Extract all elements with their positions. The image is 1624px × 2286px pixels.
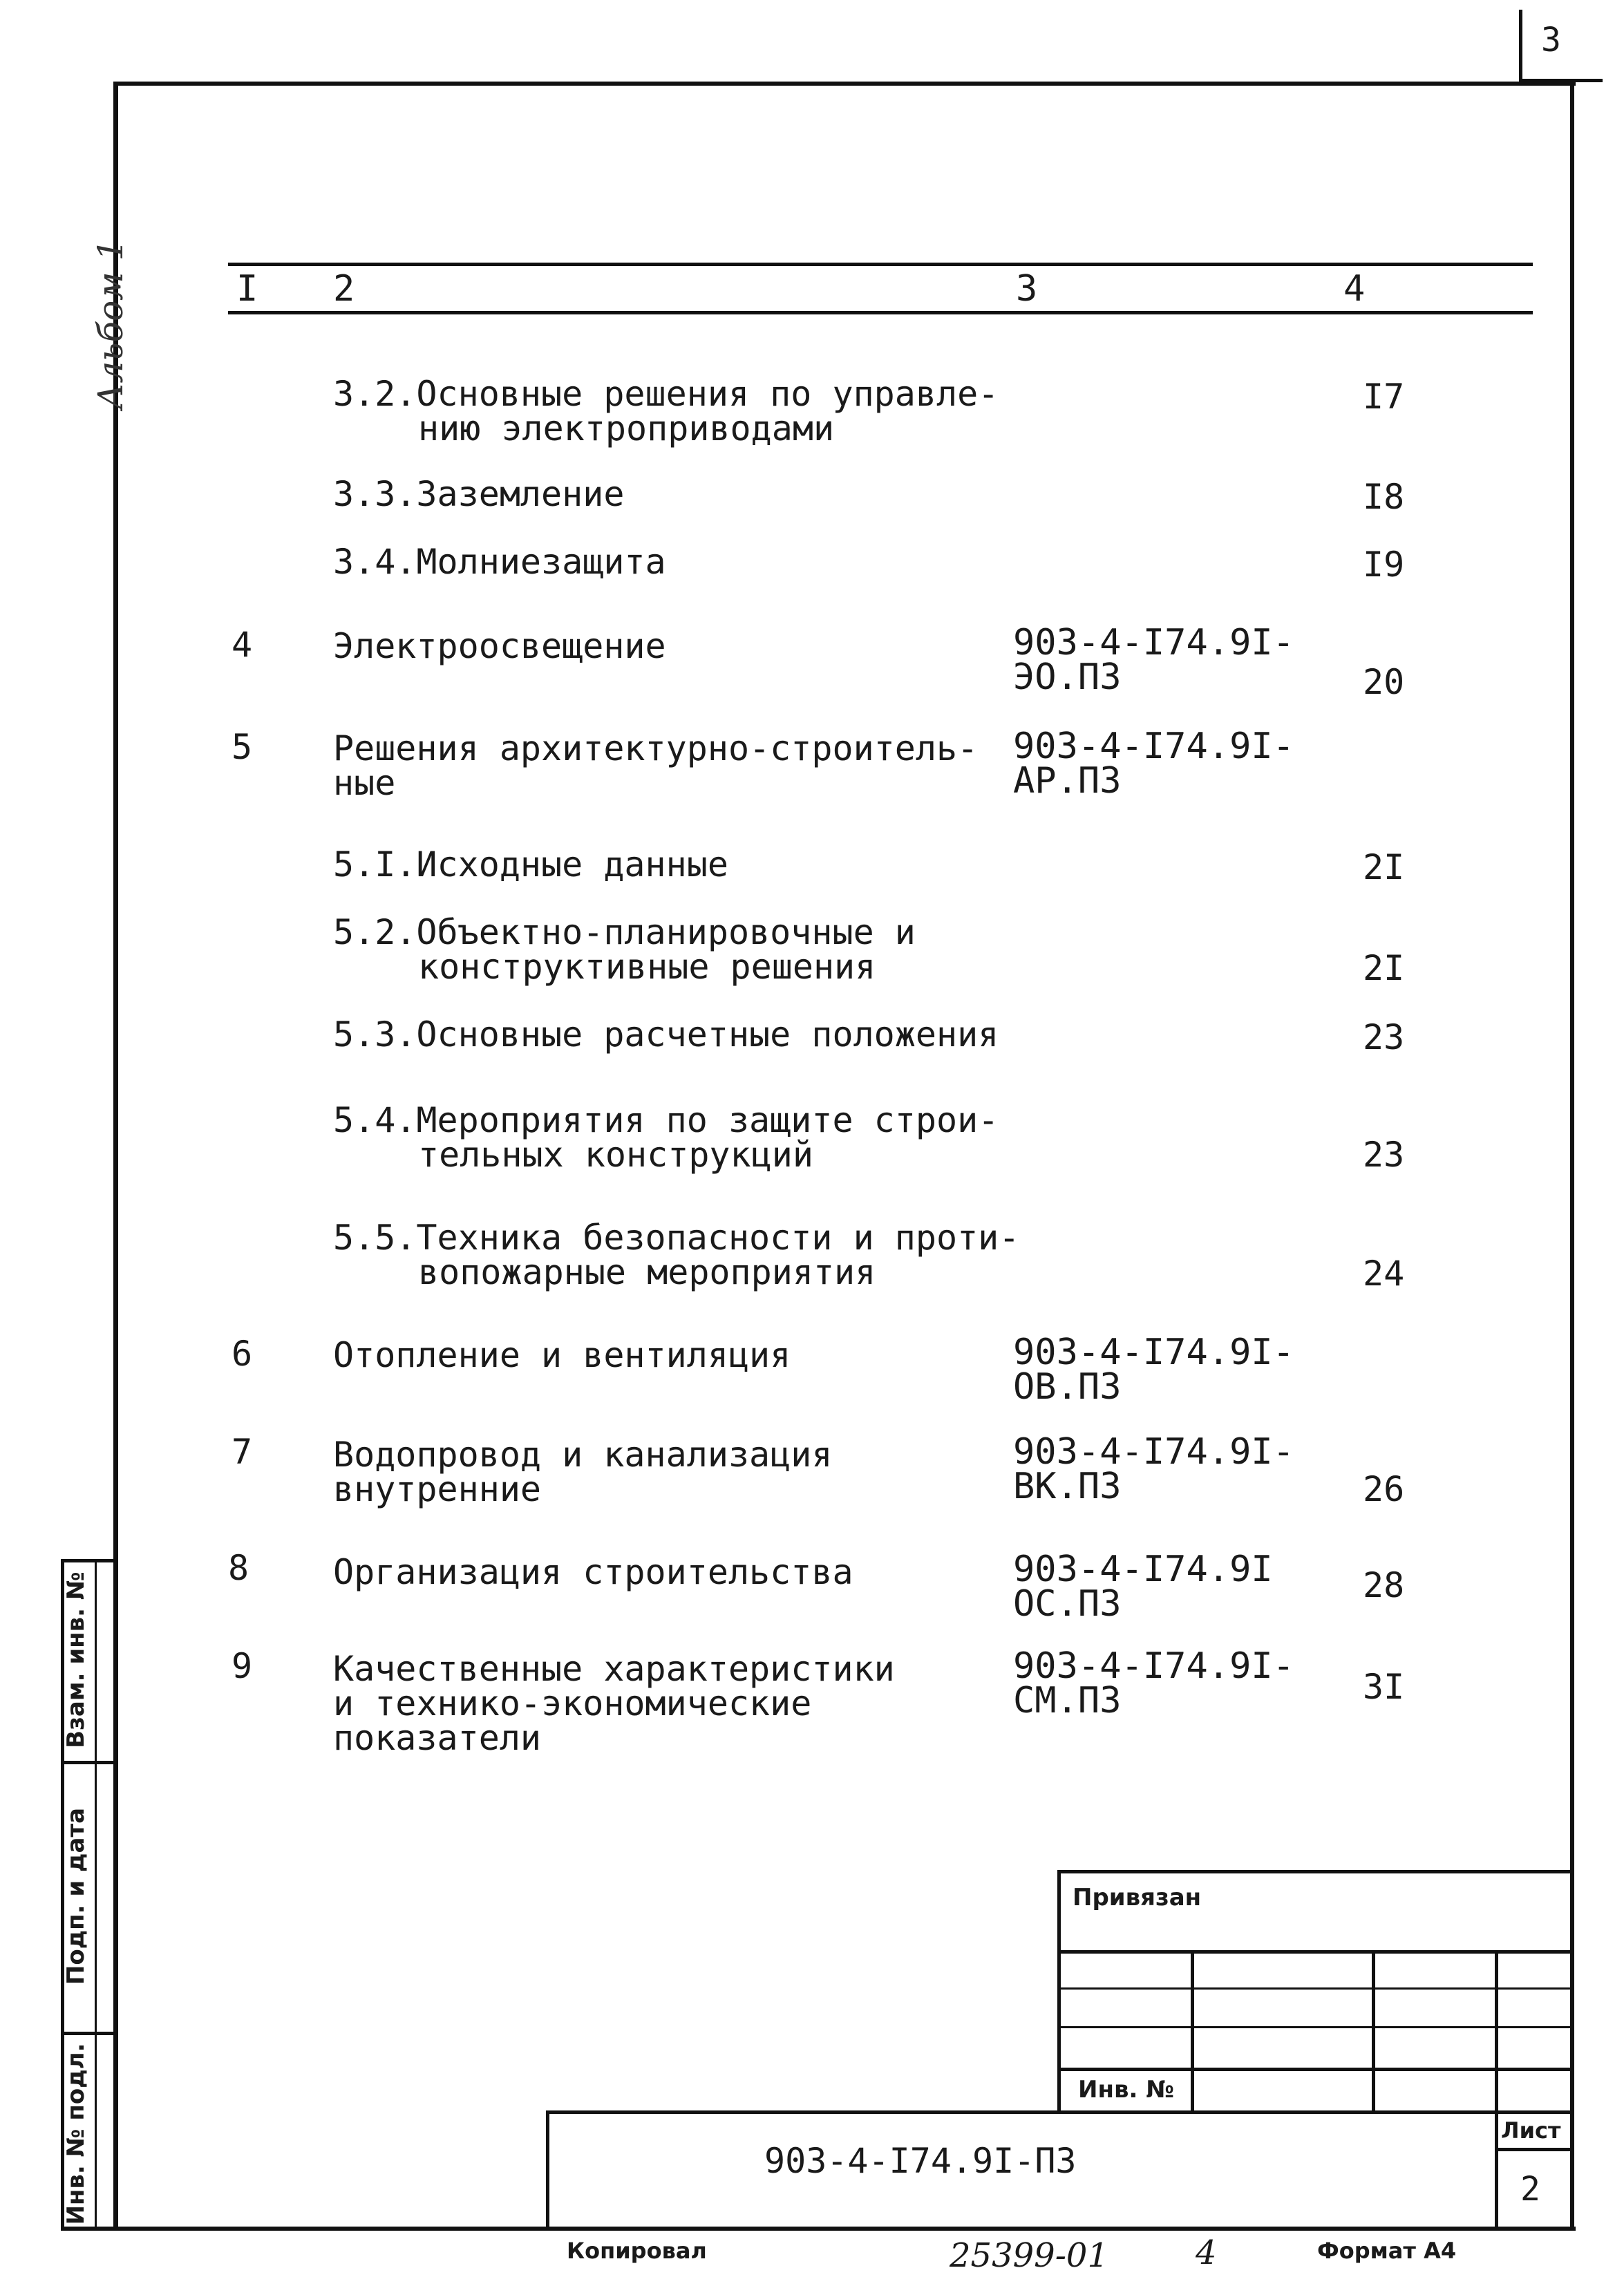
row-page: 23 (1363, 1135, 1405, 1175)
row-page: I7 (1363, 377, 1405, 417)
side-label-inv: Инв. № подл. (62, 2043, 90, 2225)
footer-format: Формат А4 (1317, 2238, 1457, 2264)
stamp-privyazan: Привязан (1073, 1884, 1202, 1911)
row-page: 3I (1363, 1667, 1405, 1707)
row-title-cont: внутренние (333, 1469, 542, 1509)
row-page: 2I (1363, 847, 1405, 887)
side-stamp-inner (95, 1559, 97, 2231)
stamp-list-label: Лист (1501, 2117, 1561, 2144)
stamp-designation: 903-4-I74.9I-ПЗ (764, 2141, 1077, 2181)
row-title: 3.4.Молниезащита (333, 542, 666, 582)
row-code-suffix: ОС.ПЗ (1013, 1583, 1122, 1625)
row-title-cont: конструктивные решения (418, 947, 876, 987)
row-title-cont: тельных конструкций (418, 1135, 813, 1175)
row-number: 7 (232, 1432, 253, 1472)
row-title: 5.4.Мероприятия по защите строи- (333, 1100, 999, 1140)
header-col1: I (236, 268, 258, 310)
row-page: 20 (1363, 662, 1405, 702)
side-label-podp: Подп. и дата (62, 1807, 90, 1985)
frame-bottom (62, 2227, 1576, 2231)
row-page: 24 (1363, 1254, 1405, 1294)
album-note: Альбом 1 (91, 238, 131, 410)
row-number: 9 (232, 1646, 253, 1686)
stamp-grid-v (1495, 1950, 1498, 2113)
header-rule-bottom (228, 311, 1533, 314)
row-title: Организация строительства (333, 1552, 853, 1592)
row-title: 5.3.Основные расчетные положения (333, 1014, 999, 1055)
frame-top (117, 82, 1576, 86)
row-code: 903-4-I74.9I- (1013, 622, 1294, 663)
header-col3: 3 (1016, 268, 1038, 310)
stamp-grid-v (1372, 1950, 1375, 2113)
header-col2: 2 (333, 268, 355, 310)
row-title: Отопление и вентиляция (333, 1335, 791, 1375)
header-rule-top (228, 263, 1533, 266)
footer-order-suffix: 4 (1196, 2233, 1217, 2272)
row-title: 3.2.Основные решения по управле- (333, 374, 999, 414)
header-col4: 4 (1343, 268, 1366, 310)
side-label-vzam: Взам. инв. № (62, 1571, 90, 1748)
row-title-cont: ные (333, 763, 396, 803)
stamp-main-left (546, 2110, 549, 2229)
row-title: 5.I.Исходные данные (333, 844, 728, 885)
row-title: Решения архитектурно-строитель- (333, 728, 979, 768)
row-page: 28 (1363, 1565, 1405, 1605)
row-code: 903-4-I74.9I- (1013, 726, 1294, 767)
row-number: 4 (232, 625, 253, 665)
row-code-suffix: АР.ПЗ (1013, 760, 1122, 802)
row-code-suffix: ЭО.ПЗ (1013, 656, 1122, 698)
stamp-upper-left (1057, 1870, 1061, 2113)
row-code: 903-4-I74.9I (1013, 1549, 1273, 1590)
row-code: 903-4-I74.9I- (1013, 1431, 1294, 1473)
side-stamp-top (61, 1559, 116, 1562)
row-code: 903-4-I74.9I- (1013, 1332, 1294, 1373)
stamp-inv-no: Инв. № (1078, 2076, 1175, 2104)
stamp-main-top (546, 2110, 1574, 2114)
stamp-list-value: 2 (1520, 2170, 1540, 2209)
row-number: 8 (228, 1548, 249, 1588)
row-title-cont: и технико-экономические (333, 1683, 812, 1723)
stamp-grid-v (1191, 1950, 1194, 2113)
row-page: 26 (1363, 1469, 1405, 1509)
row-title-cont: вопожарные мероприятия (418, 1252, 876, 1292)
footer-kopiroval: Копировал (567, 2238, 707, 2264)
row-code-suffix: ВК.ПЗ (1013, 1466, 1122, 1507)
footer-order: 25399-01 (950, 2236, 1108, 2275)
row-title: 3.3.Заземление (333, 474, 625, 514)
row-number: 5 (232, 727, 253, 767)
row-code: 903-4-I74.9I- (1013, 1645, 1294, 1687)
corner-number: 3 (1541, 21, 1561, 59)
row-title: Электроосвещение (333, 626, 666, 666)
row-title: Водопровод и канализация (333, 1435, 833, 1475)
side-stamp-divider (61, 2032, 116, 2035)
row-page: 23 (1363, 1017, 1405, 1057)
stamp-list-divider (1495, 2148, 1574, 2151)
row-title-cont: нию электроприводами (418, 408, 835, 448)
side-stamp-divider (61, 1761, 116, 1764)
row-page: I9 (1363, 545, 1405, 585)
row-title-cont: показатели (333, 1718, 542, 1758)
row-code-suffix: ОВ.ПЗ (1013, 1366, 1122, 1408)
row-page: 2I (1363, 948, 1405, 988)
row-title: 5.2.Объектно-планировочные и (333, 912, 916, 952)
stamp-list-left (1495, 2110, 1498, 2229)
frame-right (1570, 82, 1574, 2231)
row-code-suffix: СМ.ПЗ (1013, 1680, 1122, 1721)
row-page: I8 (1363, 477, 1405, 517)
row-title: 5.5.Техника безопасности и проти- (333, 1218, 1020, 1258)
row-title: Качественные характеристики (333, 1649, 895, 1689)
row-number: 6 (232, 1334, 253, 1374)
stamp-upper-top (1057, 1870, 1574, 1873)
